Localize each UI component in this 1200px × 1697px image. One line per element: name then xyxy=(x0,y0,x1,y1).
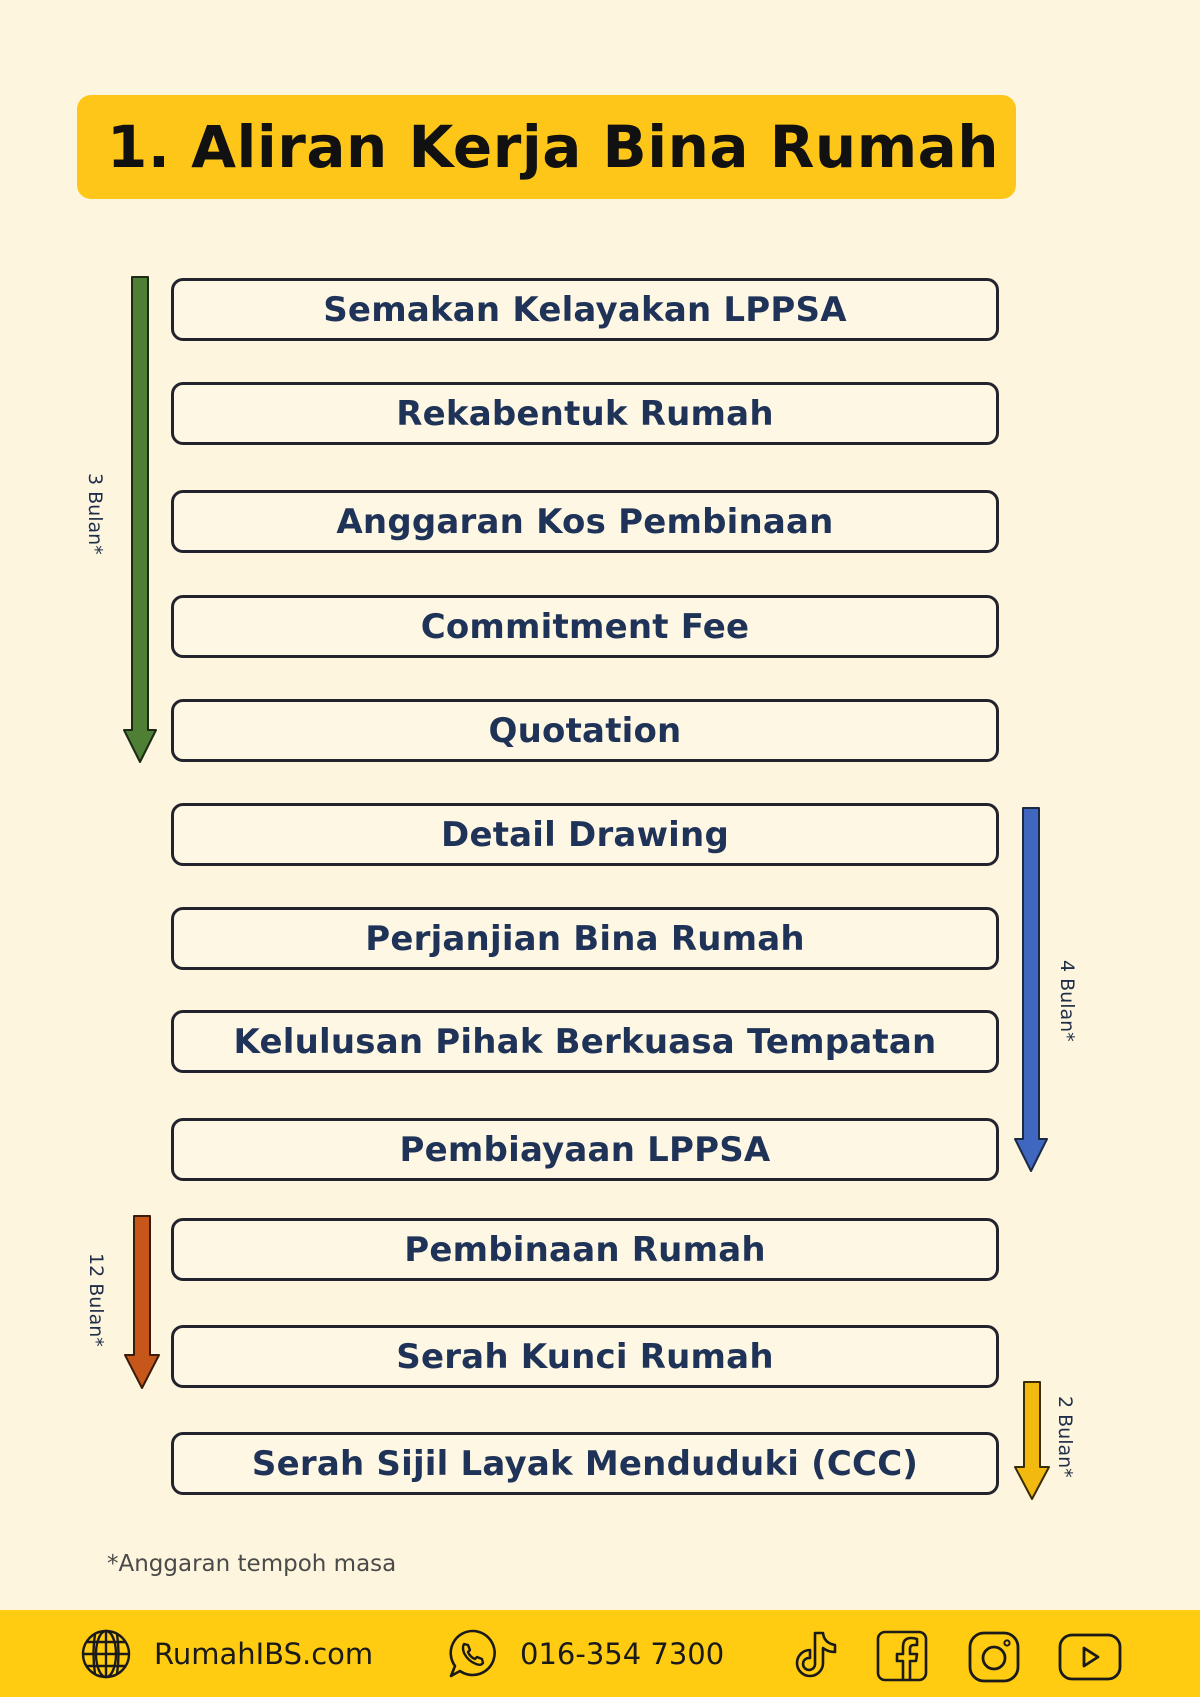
step-label: Serah Sijil Layak Menduduki (CCC) xyxy=(251,1443,919,1484)
step-box-serah-kunci xyxy=(171,1325,999,1388)
green-down-arrow-icon xyxy=(122,276,158,764)
whatsapp-icon xyxy=(446,1627,500,1681)
phase-duration-label: 12 Bulan* xyxy=(85,1253,107,1347)
facebook-icon[interactable] xyxy=(876,1630,928,1682)
step-box-anggaran-kos xyxy=(171,490,999,553)
step-box-semakan-kelayakan xyxy=(171,278,999,341)
tiktok-icon[interactable] xyxy=(793,1630,841,1680)
website-link[interactable] xyxy=(80,1610,373,1697)
page-title: 1. Aliran Kerja Bina Rumah xyxy=(107,113,1000,181)
title-banner xyxy=(77,95,1016,199)
step-box-detail-drawing xyxy=(171,803,999,866)
step-box-pembiayaan xyxy=(171,1118,999,1181)
orange-down-arrow-icon xyxy=(122,1215,162,1390)
youtube-icon[interactable] xyxy=(1057,1632,1123,1682)
step-label: Anggaran Kos Pembinaan xyxy=(336,501,834,542)
step-box-kelulusan-pbt xyxy=(171,1010,999,1073)
phase-duration-label: 2 Bulan* xyxy=(1054,1396,1076,1478)
step-label: Kelulusan Pihak Berkuasa Tempatan xyxy=(233,1021,937,1062)
step-box-rekabentuk xyxy=(171,382,999,445)
website-text: RumahIBS.com xyxy=(154,1636,374,1671)
globe-icon xyxy=(80,1628,132,1680)
step-label: Detail Drawing xyxy=(441,814,729,855)
phase-duration-label: 3 Bulan* xyxy=(84,473,106,555)
step-label: Semakan Kelayakan LPPSA xyxy=(323,289,847,330)
footnote: *Anggaran tempoh masa xyxy=(107,1551,397,1577)
step-box-quotation xyxy=(171,699,999,762)
phone-text: 016-354 7300 xyxy=(520,1636,725,1671)
footer-bar xyxy=(0,1610,1200,1697)
step-box-perjanjian xyxy=(171,907,999,970)
step-label: Pembinaan Rumah xyxy=(404,1229,766,1270)
step-label: Rekabentuk Rumah xyxy=(396,393,774,434)
step-label: Pembiayaan LPPSA xyxy=(399,1129,771,1170)
step-label: Serah Kunci Rumah xyxy=(396,1336,774,1377)
phone-link[interactable] xyxy=(446,1610,724,1697)
step-label: Commitment Fee xyxy=(420,606,750,647)
step-label: Quotation xyxy=(488,710,682,751)
step-box-serah-ccc xyxy=(171,1432,999,1495)
blue-down-arrow-icon xyxy=(1013,807,1049,1173)
step-box-commitment-fee xyxy=(171,595,999,658)
step-box-pembinaan xyxy=(171,1218,999,1281)
phase-duration-label: 4 Bulan* xyxy=(1056,960,1078,1042)
instagram-icon[interactable] xyxy=(967,1630,1021,1684)
step-label: Perjanjian Bina Rumah xyxy=(365,918,805,959)
yellow-down-arrow-icon xyxy=(1013,1381,1051,1501)
